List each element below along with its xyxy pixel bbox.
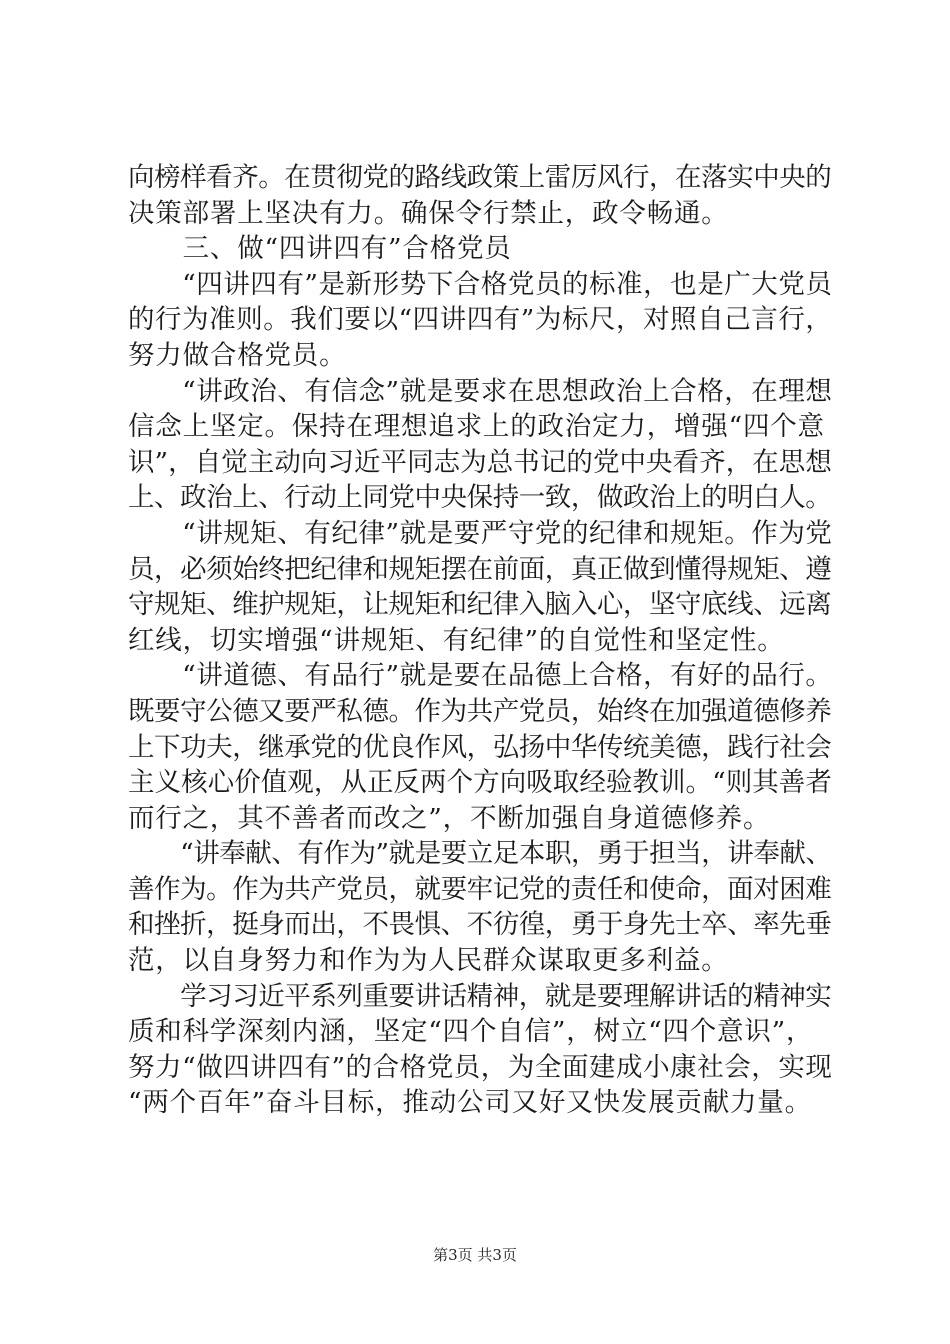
text-line: 向榜样看齐。在贯彻党的路线政策上雷厉风行，在落实中央的 <box>128 162 832 193</box>
text-line: “两个百年”奋斗目标，推动公司又好又快发展贡献力量。 <box>128 1087 812 1119</box>
text-line: 红线，切实增强“讲规矩、有纪律”的自觉性和坚定性。 <box>128 624 785 656</box>
text-line: 学习习近平系列重要讲话精神，就是要理解讲话的精神实 <box>128 980 832 1012</box>
section-heading: 三、做“四讲四有”合格党员 <box>128 233 512 265</box>
text-line: 识”，自觉主动向习近平同志为总书记的党中央看齐，在思想 <box>128 446 832 478</box>
text-line: 质和科学深刻内涵，坚定“四个自信”，树立“四个意识”， <box>128 1016 814 1048</box>
body-text <box>128 160 832 1121</box>
text-line: 善作为。作为共产党员，就要牢记党的责任和使命，面对困难 <box>128 873 832 905</box>
text-line: “讲规矩、有纪律”就是要严守党的纪律和规矩。作为党 <box>128 517 833 549</box>
text-line: 而行之，其不善者而改之”，不断加强自身道德修养。 <box>128 802 771 834</box>
text-line: “四讲四有”是新形势下合格党员的标准，也是广大党员 <box>128 268 833 300</box>
text-line: 员，必须始终把纪律和规矩摆在前面，真正做到懂得规矩、遵 <box>128 553 832 585</box>
text-line: 既要守公德又要严私德。作为共产党员，始终在加强道德修养 <box>128 695 832 727</box>
text-line: 上下功夫，继承党的优良作风，弘扬中华传统美德，践行社会 <box>128 731 832 763</box>
text-line: “讲奉献、有作为”就是要立足本职，勇于担当，讲奉献、 <box>128 838 832 870</box>
text-line: 上、政治上、行动上同党中央保持一致，做政治上的明白人。 <box>128 482 832 514</box>
page-footer <box>0 1245 950 1265</box>
text-line: 守规矩、维护规矩，让规矩和纪律入脑入心，坚守底线、远离 <box>128 589 832 621</box>
text-line: 和挫折，挺身而出，不畏惧、不彷徨，勇于身先士卒、率先垂 <box>128 909 832 941</box>
text-line: 的行为准则。我们要以“四讲四有”为标尺，对照自己言行， <box>128 304 833 336</box>
text-line: “讲政治、有信念”就是要求在思想政治上合格，在理想 <box>128 375 833 407</box>
page-number-label: 第3页 共3页 <box>433 1246 517 1264</box>
text-line: 主义核心价值观，从正反两个方向吸取经验教训。“则其善者 <box>128 767 832 799</box>
text-line: 信念上坚定。保持在理想追求上的政治定力，增强“四个意 <box>128 411 825 443</box>
text-line: 决策部署上坚决有力。确保令行禁止，政令畅通。 <box>128 197 729 229</box>
text-line: 努力做合格党员。 <box>128 339 347 371</box>
text-line: “讲道德、有品行”就是要在品德上合格，有好的品行。 <box>128 660 833 692</box>
text-line: 努力“做四讲四有”的合格党员，为全面建成小康社会，实现 <box>128 1051 833 1083</box>
text-line: 范，以自身努力和作为为人民群众谋取更多利益。 <box>128 945 729 977</box>
